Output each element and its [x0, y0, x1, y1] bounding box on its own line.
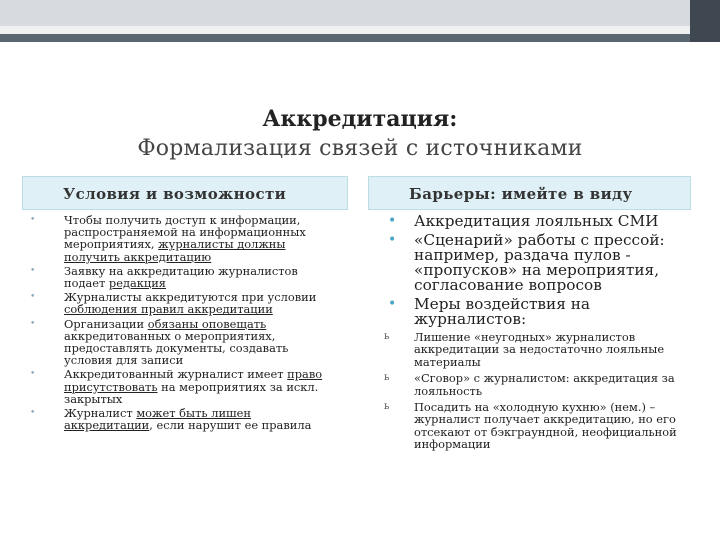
condition-item: [30, 407, 340, 431]
bullet-icon: •: [30, 215, 36, 225]
bullet-icon: •: [30, 318, 36, 329]
item-text: Лишение «неугодных» журналистов аккредитации за недостаточно лояльные материалы: [414, 330, 665, 369]
bullet-icon: •: [30, 369, 36, 380]
bullet-icon: •: [388, 296, 397, 312]
bullet-icon: •: [30, 292, 36, 303]
conditions-list: [30, 214, 340, 433]
item-text: Посадить на «холодную кухню» (нем.) – журналист получает аккредитацию, но его отсекают от бэкграундной, неофициальной информации: [414, 400, 677, 452]
item-text: «Сценарий» работы с прессой: например, раздача пулов - «пропусков» на мероприятия, согласование вопросов: [414, 231, 665, 294]
bullet-icon: •: [388, 213, 397, 229]
underlined-text: журналисты должны получить аккредитацию: [64, 237, 286, 264]
barrier-item: [380, 297, 685, 327]
left-column-header: Условия и возможности: [22, 176, 348, 210]
barrier-item: [380, 233, 685, 293]
condition-item: [30, 265, 340, 289]
right-column-header: Барьеры: имейте в виду: [368, 176, 691, 210]
top-banner-stripe: [0, 0, 690, 26]
bullet-icon: •: [30, 265, 36, 276]
bullet-icon: ь: [384, 372, 390, 384]
barrier-item: [380, 401, 685, 451]
condition-item: [30, 318, 340, 367]
bullet-icon: ь: [384, 401, 390, 413]
condition-item: [30, 291, 340, 315]
item-text: Журналисты аккредитуются при условии: [64, 290, 317, 305]
slide-subtitle: Формализация связей с источниками: [137, 136, 583, 161]
item-text: , если нарушит ее правила: [149, 418, 312, 433]
item-text: на мероприятиях за искл. закрытых: [64, 379, 319, 406]
condition-item: [30, 214, 340, 263]
underlined-text: право присутствовать: [64, 367, 323, 394]
underlined-text: обязаны оповещать: [147, 316, 267, 331]
slide-title: Аккредитация:: [262, 106, 458, 132]
item-text: «Сговор» с журналистом: аккредитация за лояльность: [414, 371, 675, 398]
bullet-icon: •: [30, 408, 36, 419]
item-text: Заявку на аккредитацию журналистов подает: [64, 263, 298, 291]
barriers-list: [380, 214, 685, 455]
condition-item: [30, 368, 340, 405]
underlined-text: редакция: [108, 276, 166, 291]
barrier-item: [380, 214, 685, 229]
underlined-text: может быть лишен аккредитации: [64, 406, 251, 433]
item-text: Меры воздействия на журналистов:: [414, 295, 591, 328]
top-banner-end: [690, 0, 720, 42]
item-text: Чтобы получить доступ к информации, распространяемой на информационных мероприятиях,: [64, 213, 306, 252]
top-banner-stripe-lower: [0, 26, 690, 34]
item-text: Аккредитованный журналист имеет: [64, 367, 288, 382]
bullet-icon: •: [388, 232, 397, 248]
barrier-item: [380, 331, 685, 368]
item-text: Организации: [64, 316, 148, 331]
bullet-icon: ь: [384, 331, 390, 342]
item-text: Аккредитация лояльных СМИ: [414, 212, 659, 230]
underlined-text: соблюдения правил аккредитации: [64, 302, 273, 317]
barrier-item: [380, 372, 685, 397]
item-text: Журналист: [64, 406, 137, 421]
item-text: аккредитованных о мероприятиях, предоставлять документы, создавать условия для записи: [64, 328, 289, 368]
